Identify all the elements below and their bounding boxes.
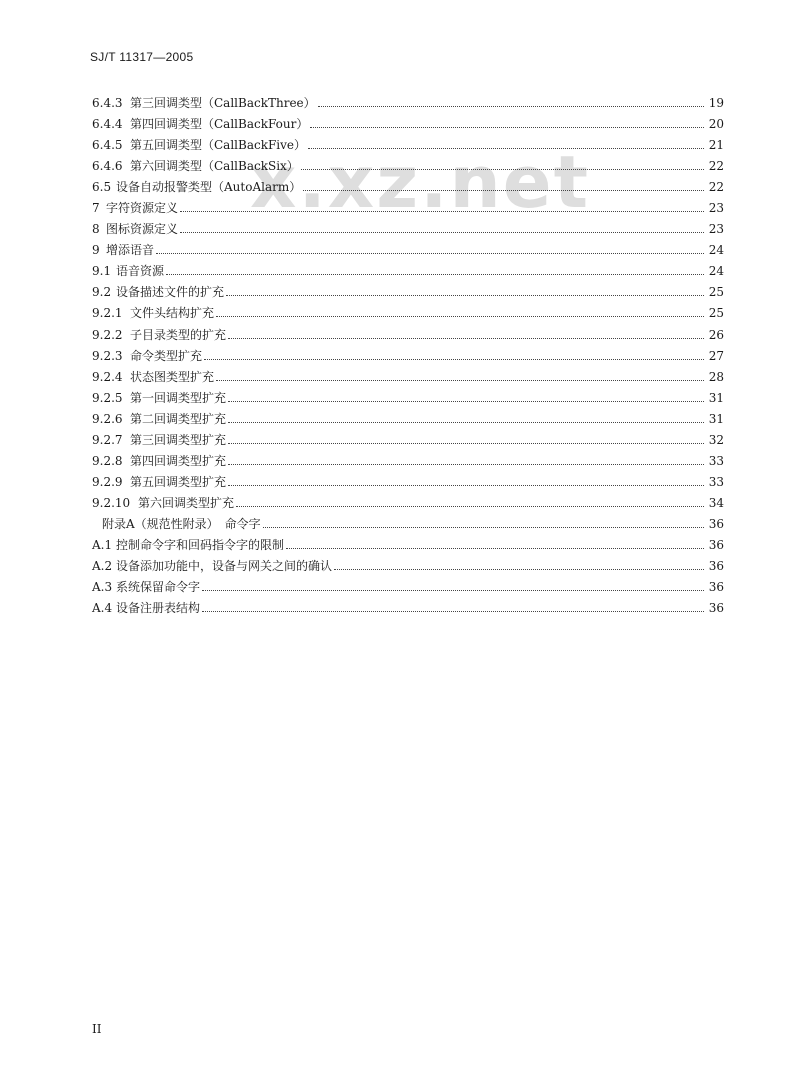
toc-dot-leader: [216, 380, 704, 381]
toc-dot-leader: [228, 422, 704, 423]
table-of-contents: [92, 93, 724, 619]
toc-entry-page: 28: [708, 369, 724, 384]
toc-dot-leader: [228, 464, 704, 465]
toc-entry-number: 9.1: [92, 264, 112, 279]
toc-entry-page: 22: [708, 159, 724, 174]
toc-entry-page: 19: [708, 96, 724, 110]
toc-entry-title: 第六回调类型扩充: [138, 495, 235, 510]
toc-dot-leader: [228, 485, 704, 486]
toc-entry-number: 9.2.6: [92, 411, 123, 426]
toc-entry-title: 第三回调类型（CallBackThree）: [130, 96, 316, 110]
toc-entry-title: 第二回调类型扩充: [130, 411, 227, 426]
toc-entry-number: 6.5: [92, 180, 112, 195]
toc-entry[interactable]: [92, 577, 724, 598]
toc-entry-number: 9.2.10: [92, 495, 131, 510]
toc-entry[interactable]: [92, 430, 724, 451]
toc-entry[interactable]: [92, 367, 724, 388]
toc-entry-number: 9.2.7: [92, 432, 123, 447]
toc-entry-title: 第五回调类型（CallBackFive）: [130, 138, 307, 153]
toc-entry-number: 9.2.3: [92, 348, 123, 363]
toc-dot-leader: [301, 169, 704, 170]
toc-entry-page: 32: [708, 432, 724, 447]
toc-entry-title: 状态图类型扩充: [130, 369, 215, 384]
toc-entry-title: 字符资源定义: [106, 201, 179, 216]
toc-entry-page: 25: [708, 285, 724, 300]
toc-entry-number: 9.2: [92, 285, 112, 300]
watermark: x.xz.net: [250, 140, 590, 224]
toc-dot-leader: [334, 569, 704, 570]
toc-entry-page: 24: [708, 264, 724, 279]
toc-entry-title: 控制命令字和回码指令字的限制: [116, 537, 285, 552]
toc-dot-leader: [228, 338, 704, 339]
toc-entry-title: 第四回调类型扩充: [130, 453, 227, 468]
toc-entry-page: 31: [708, 411, 724, 426]
toc-entry[interactable]: [92, 93, 724, 114]
toc-entry-page: 27: [708, 348, 724, 363]
toc-entry[interactable]: [92, 135, 724, 156]
toc-entry-page: 22: [708, 180, 724, 195]
toc-entry-page: 36: [708, 516, 724, 531]
toc-entry-number: A.3: [92, 580, 113, 595]
toc-entry[interactable]: [92, 177, 724, 198]
toc-entry[interactable]: [92, 598, 724, 619]
toc-entry-number: 9.2.8: [92, 453, 123, 468]
toc-entry-page: 34: [708, 495, 724, 510]
toc-entry-page: 23: [708, 222, 724, 237]
toc-entry-title: 语音资源: [116, 264, 165, 279]
toc-entry-title: 增添语音: [106, 243, 155, 258]
toc-entry[interactable]: [92, 114, 724, 135]
toc-entry-page: 31: [708, 390, 724, 405]
toc-entry[interactable]: [92, 514, 724, 535]
toc-entry-page: 36: [708, 537, 724, 552]
toc-entry[interactable]: [92, 261, 724, 282]
toc-dot-leader: [180, 232, 704, 233]
toc-entry-title: 第四回调类型（CallBackFour）: [130, 117, 309, 132]
page-number: II: [92, 1022, 102, 1036]
toc-dot-leader: [286, 548, 704, 549]
toc-entry-number: 9.2.4: [92, 369, 123, 384]
toc-entry-page: 21: [708, 138, 724, 153]
toc-dot-leader: [166, 274, 704, 275]
toc-dot-leader: [156, 253, 704, 254]
toc-entry-title: 第六回调类型（CallBackSix）: [130, 159, 299, 174]
toc-dot-leader: [308, 148, 704, 149]
toc-entry-number: 7: [92, 201, 100, 216]
toc-entry[interactable]: [92, 388, 724, 409]
toc-dot-leader: [228, 443, 704, 444]
toc-entry-number: 6.4.4: [92, 117, 123, 132]
toc-dot-leader: [263, 527, 704, 528]
toc-entry-title: 第三回调类型扩充: [130, 432, 227, 447]
toc-entry-page: 36: [708, 559, 724, 574]
toc-entry-number: 9.2.2: [92, 327, 123, 342]
toc-entry[interactable]: [92, 325, 724, 346]
toc-entry-title: 命令类型扩充: [130, 348, 203, 363]
toc-entry-page: 36: [708, 601, 724, 616]
toc-entry-title: 附录A（规范性附录） 命令字: [102, 516, 261, 531]
toc-entry-number: 6.4.5: [92, 138, 123, 153]
toc-entry[interactable]: [92, 493, 724, 514]
standard-number: SJ/T 11317—2005: [90, 50, 194, 64]
toc-entry-title: 第五回调类型扩充: [130, 474, 227, 489]
toc-entry-number: 6.4.3: [92, 96, 123, 110]
toc-entry[interactable]: [92, 219, 724, 240]
toc-entry-title: 设备自动报警类型（AutoAlarm）: [116, 180, 302, 195]
toc-dot-leader: [204, 359, 704, 360]
toc-entry-number: 9.2.1: [92, 306, 123, 321]
toc-entry[interactable]: [92, 303, 724, 324]
toc-entry-number: 9.2.9: [92, 474, 123, 489]
toc-entry[interactable]: [92, 535, 724, 556]
toc-entry-number: 9.2.5: [92, 390, 123, 405]
toc-entry-page: 33: [708, 453, 724, 468]
toc-dot-leader: [226, 295, 704, 296]
toc-entry[interactable]: [92, 556, 724, 577]
toc-dot-leader: [303, 190, 704, 191]
toc-dot-leader: [180, 211, 704, 212]
toc-entry-title: 设备注册表结构: [116, 601, 201, 616]
toc-entry-number: A.4: [92, 601, 113, 616]
toc-entry-title: 设备添加功能中，设备与网关之间的确认: [116, 559, 333, 574]
toc-entry-number: A.1: [92, 537, 113, 552]
toc-entry[interactable]: [92, 346, 724, 367]
toc-entry-number: 8: [92, 222, 100, 237]
toc-entry[interactable]: [92, 282, 724, 303]
toc-entry-page: 36: [708, 580, 724, 595]
toc-dot-leader: [202, 590, 704, 591]
toc-entry-title: 图标资源定义: [106, 222, 179, 237]
toc-entry-page: 26: [708, 327, 724, 342]
toc-dot-leader: [216, 316, 704, 317]
toc-entry-number: 9: [92, 243, 100, 258]
toc-entry-number: 6.4.6: [92, 159, 123, 174]
toc-entry-page: 20: [708, 117, 724, 132]
toc-dot-leader: [228, 401, 704, 402]
toc-entry-title: 文件头结构扩充: [130, 306, 215, 321]
toc-entry-title: 设备描述文件的扩充: [116, 285, 225, 300]
toc-entry-title: 第一回调类型扩充: [130, 390, 227, 405]
toc-entry-page: 25: [708, 306, 724, 321]
toc-entry[interactable]: [92, 240, 724, 261]
toc-entry-page: 24: [708, 243, 724, 258]
toc-entry[interactable]: [92, 472, 724, 493]
toc-dot-leader: [236, 506, 704, 507]
toc-entry[interactable]: [92, 409, 724, 430]
toc-dot-leader: [318, 106, 704, 107]
toc-dot-leader: [310, 127, 704, 128]
toc-entry-title: 子目录类型的扩充: [130, 327, 227, 342]
toc-entry[interactable]: [92, 451, 724, 472]
toc-entry-title: 系统保留命令字: [116, 580, 201, 595]
toc-entry-page: 23: [708, 201, 724, 216]
toc-entry[interactable]: [92, 156, 724, 177]
toc-entry[interactable]: [92, 198, 724, 219]
toc-entry-page: 33: [708, 474, 724, 489]
toc-dot-leader: [202, 611, 704, 612]
toc-entry-number: A.2: [92, 559, 113, 574]
